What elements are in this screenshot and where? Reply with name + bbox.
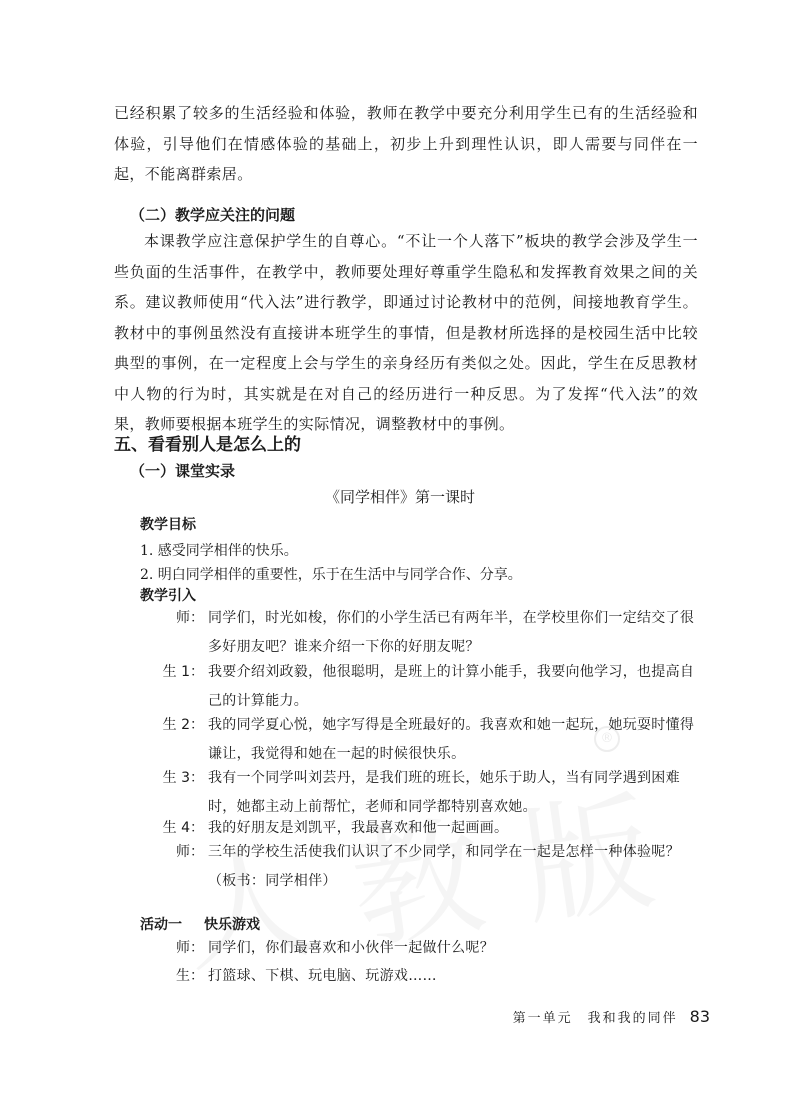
dialog-text: 同学们，你们最喜欢和小伙伴一起做什么呢？ <box>208 940 494 956</box>
speaker-label: 生 4： <box>162 820 204 836</box>
section-two-paragraph: 本课教学应注意保护学生的自尊心。“不让一个人落下”板块的教学会涉及学生一些负面的生活事件，在教学中，教师要处理好尊重学生隐私和发挥教育效果之间的关系。建议教师使用“代入法”进行教学，即通过讨论教材中的范例，间接地教育学生。教材中的事例虽然没有直接讲本班学生的事情，但是教材所选择的是校园生活中比较典型的事例，在一定程度上会与学生的亲身经历有类似之处。因此，学生在反思教材中人物的行为时，其实就是在对自己的经历进行一种反思。为了发挥“代入法”的效果，教师要根据本班学生的实际情况，调整教材中的事例。 <box>114 232 698 433</box>
goals-label: 教学目标 <box>140 517 196 533</box>
speaker-label: 生 2： <box>162 717 204 733</box>
classroom-record-heading: （一）课堂实录 <box>130 462 236 480</box>
dialog-text: 我要介绍刘政毅，他很聪明，是班上的计算小能手，我要向他学习，也提高自己的计算能力。 <box>208 664 695 709</box>
activity-title: 快乐游戏 <box>204 917 260 933</box>
registered-mark-icon: ® <box>594 726 620 752</box>
section-two-heading: （二）教学应关注的问题 <box>130 206 296 224</box>
speaker-label: 生 3： <box>162 770 204 786</box>
dialog-line <box>140 962 700 991</box>
activity-label: 活动一 <box>140 917 182 933</box>
section-five-heading: 五、看看别人是怎么上的 <box>114 435 301 455</box>
dialog-line <box>140 838 700 895</box>
dialog-text: 我的好朋友是刘凯平，我最喜欢和他一起画画。 <box>208 820 509 836</box>
dialog-line <box>140 934 700 963</box>
dialog-line <box>140 604 700 661</box>
speaker-label: 师： <box>176 610 204 626</box>
dialog-text: 我的同学夏心悦，她字写得是全班最好的。我喜欢和她一起玩，她玩耍时懂得谦让，我觉得和她在一起的时候很快乐。 <box>208 717 695 762</box>
page-footer <box>513 1007 710 1026</box>
intro-label: 教学引入 <box>140 588 196 604</box>
speaker-label: 师： <box>176 940 204 956</box>
dialog-text: 我有一个同学叫刘芸丹，是我们班的班长，她乐于助人，当有同学遇到困难时，她都主动上前帮忙，老师和同学都特别喜欢她。 <box>208 770 680 815</box>
footer-unit-title: 第一单元 我和我的同伴 <box>512 1011 678 1026</box>
dialog-text: 同学们，时光如梭，你们的小学生活已有两年半，在学校里你们一定结交了很多好朋友吧？谁来介绍一下你的好朋友呢？ <box>208 610 695 655</box>
dialog-line <box>140 764 700 821</box>
goal-item-2: 2. 明白同学相伴的重要性，乐于在生活中与同学合作、分享。 <box>140 567 522 583</box>
intro-paragraph: 已经积累了较多的生活经验和体验，教师在教学中要充分利用学生已有的生活经验和体验，引导他们在情感体验的基础上，初步上升到理性认识，即人需要与同伴在一起，不能离群索居。 <box>114 104 698 183</box>
speaker-label: 生： <box>176 968 204 984</box>
goal-item-1: 1. 感受同学相伴的快乐。 <box>140 543 298 559</box>
dialog-text: 打篮球、下棋、玩电脑、玩游戏…… <box>208 968 437 984</box>
speaker-label: 生 1： <box>162 664 204 680</box>
dialog-text: 三年的学校生活使我们认识了不少同学，和同学在一起是怎样一种体验呢？（板书：同学相伴） <box>208 844 680 889</box>
speaker-label: 师： <box>176 844 204 860</box>
page-number: 83 <box>689 1007 710 1026</box>
dialog-line <box>140 658 700 715</box>
dialog-line <box>140 711 700 768</box>
lesson-title: 《同学相伴》第一课时 <box>324 488 475 506</box>
activity-one-heading <box>140 914 282 934</box>
